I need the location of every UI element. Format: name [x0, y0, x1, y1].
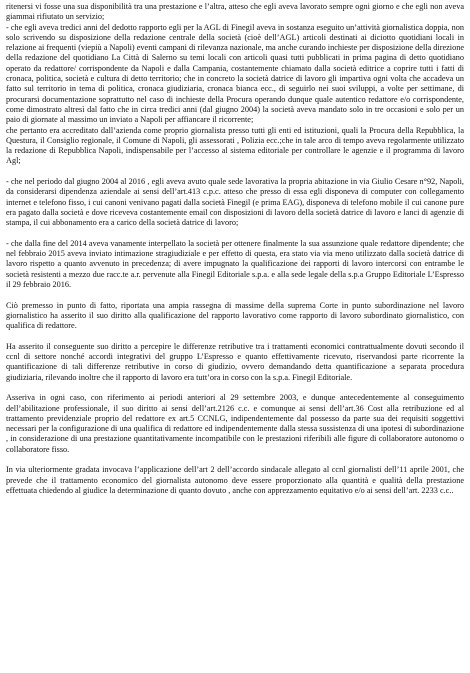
paragraph-7-text: Ha asserito il conseguente suo diritto a percepire le differenze retributive tra i trattamenti economici contrattualmente dovuti secondo il ccnl di settore nonché accordi integrativi del gruppo L’Espresso e quanto effettivamente ricevuto, riservandosi parte ricorrente la quantificazione di tali differenze retributive in corso di giudizio, ovvero demandando detta quantificazione a separata procedura giudiziaria, rilevando inoltre che il rapporto di lavoro era tutt’ora in corso con la s.p.a. Finegil Editoriale.	[6, 341, 464, 382]
paragraph-6-text: Ciò premesso in punto di fatto, riportata una ampia rassegna di massime della suprema Corte in punto subordinazione nel lavoro giornalistico ha asserito il suo diritto alla qualificazione del rapporto lavorativo come rapporto di lavoro subordinato giornalistico, con qualifica di redattore.	[6, 300, 464, 331]
paragraph-8	[6, 393, 464, 455]
paragraph-9-text: In via ulteriormente gradata invocava l’applicazione dell’art 2 dell’accordo sindacale allegato al ccnl giornalisti dell’11 aprile 2001, che prevede che il trattamento economico del giornalista autonomo deve essere proporzionato alla quantità e qualità della prestazione effettuata chiedendo al giudice la determinazione di quanto dovuto , anche con apprezzamento equitativo e/o ai sensi dell’art. 2233 c.c..	[6, 465, 464, 495]
paragraph-3	[6, 126, 464, 167]
paragraph-8-text: Asseriva in ogni caso, con riferimento ai periodi anteriori al 29 settembre 2003, e dunque antecedentemente al conseguimento dell’abilitazione professionale, il suo diritto ai sensi dell’art.2126 c.c. e comunque ai sensi dell’art.36 Cost alla retribuzione ed al trattamento previdenziale proprio del redattore ex art.5 CCNLG, indipendentemente dal possesso da parte sua dei requisiti soggettivi necessari per la configurazione di una qualifica di redattore ed indipendentemente dalla stessa sussistenza di una ipotesi di subordinazione , in considerazione di una prestazione quantitativamente incompatibile con le prestazioni riferibili alle figure di collaboratore autonomo o collaboratore fisso.	[6, 393, 464, 454]
paragraph-1-text: ritenersi vi fosse una sua disponibilità tra una prestazione e l’altra, atteso che egli aveva lavorato sempre ogni giorno e che egli non aveva giammai rifiutato un servizio;	[6, 2, 464, 22]
paragraph-5	[6, 239, 464, 290]
paragraph-1	[6, 2, 464, 23]
paragraph-4	[6, 177, 464, 228]
paragraph-6	[6, 301, 464, 332]
paragraph-9	[6, 465, 464, 496]
paragraph-3-text: che pertanto era accreditato dall’azienda come proprio giornalista presso tutti gli enti ed istituzioni, quali la Procura della Repubblica, la Questura, il Consiglio regionale, il Comune di Napoli, gli assessorati , Polizia ecc.;che in tale arco di tempo aveva regolarmente utilizzato la redazione di Repubblica Napoli, indispensabile per l’accesso al sistema editoriale per controllare le agenzie e il programma di lavoro Agl;	[6, 125, 464, 166]
paragraph-7	[6, 342, 464, 383]
paragraph-2	[6, 23, 464, 126]
paragraph-5-text: - che dalla fine del 2014 aveva vanamente interpellato la società per ottenere finalmente la sua assunzione quale redattore dipendente; che nel febbraio 2015 aveva inviato intimazione stragiudiziale e per effetto di questa, era stato via via meno utilizzato dalla società datrice di lavoro rispetto a quanto avvenuto in precedenza; di avere impugnato la qualificazione dei rapporti di lavoro intercorsi con entrambe le società resistenti a mezzo due racc.te a.r. pervenute alla Finegil Editoriale s.p.a. e alla sede legale della s.p.a Gruppo Editoriale L’Espresso il 29 febbraio 2016.	[6, 238, 464, 290]
paragraph-4-text: - che nel periodo dal giugno 2004 al 2016 , egli aveva avuto quale sede lavorativa la propria abitazione in via Giulio Cesare n°92, Napoli, da considerarsi dipendenza aziendale ai sensi dell’art.413 c.p.c. atteso che presso di essa egli disponeva di computer con collegamento internet e telefono fisso, i cui canoni venivano pagati dalla società Finegil (e prima EAG), disponeva di telefono mobile il cui canone pure era pagato dalla società e dove riceveva costantemente email con disposizioni di lavoro della società datrice di lavoro e lanci di agenzie di stampa, il cui abbonamento era a carico della società datrice di lavoro;	[6, 177, 464, 228]
paragraph-2-text: - che egli aveva tredici anni del dedotto rapporto egli per la AGL di Finegil aveva in sostanza eseguito un’attività giornalistica doppia, non solo scrivendo su disposizione della redazione centrale della società (cioè dell’AGL) articoli destinati ai diciotto quotidiani locali in relazione ai frequenti (viepiù a Napoli) eventi campani di rilevanza nazionale, ma anche curando inchieste per disposizione della direzione della redazione del quotidiano La Città di Salerno su temi locali con articoli quasi tutti pubblicati in prima pagina di detto quotidiano operato da redattore/ corrispondente da Napoli e dalla Campania, costantemente chiamato dalla società editrice a coprire tutti i fatti di cronaca, politica, società e cultura di detto territorio; che in concreto la società datrice di lavoro gli impartiva ogni volta che accadeva un fatto sul territorio in tema di politica, cronaca giudiziaria, cronaca bianca ecc., di seguirlo nei suoi sviluppi, a volte per settimane, di procurarsi documentazione soprattutto nel caso di inchieste della Procura operando dunque quale autentico redattore e/o corrispondente, come dimostrato altresì dal fatto che in circa tredici anni (dal giugno 2004) la società aveva mandato solo in tre occasioni e solo per un paio di giornate al massimo un inviato a Napoli per affiancare il ricorrente;	[6, 22, 464, 125]
